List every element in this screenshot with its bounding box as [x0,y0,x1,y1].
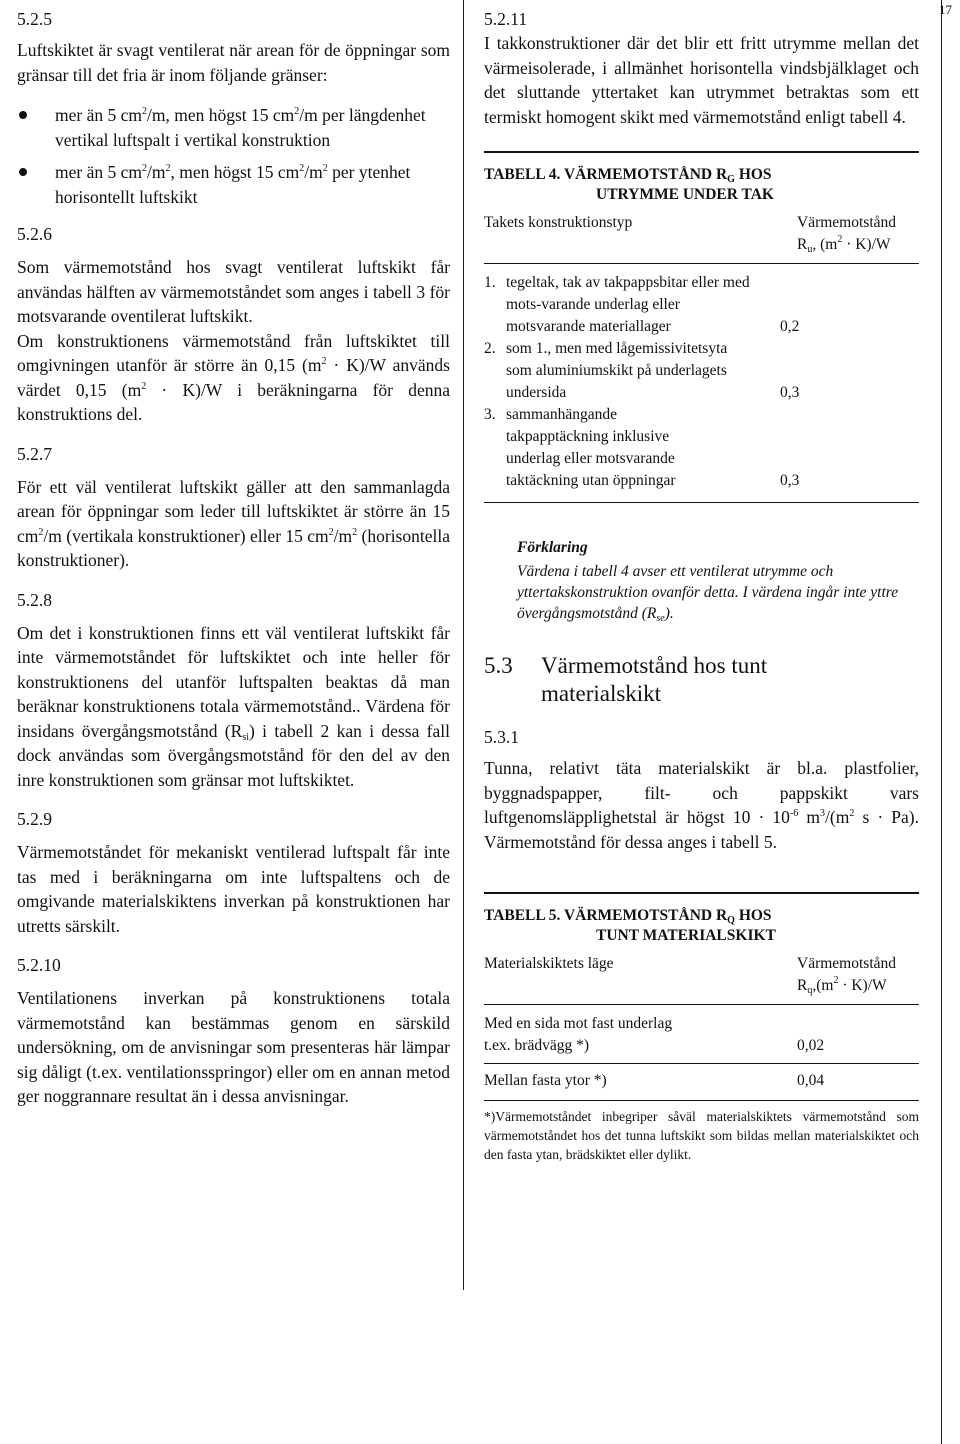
table-4-col-type: Takets konstruktionstyp [484,214,633,231]
legend-text: Värdena i tabell 4 avser ett ventilerat utrymme och yttertakskonstruktion ovanför detta. I värdena ingår inte yttre övergångsmotstånd $(R_{se})$. [517,563,899,624]
section-5-2-9-number: 5.2.9 [17,809,52,829]
table-rule [484,1063,919,1064]
table-row: 3. sammanhängande takpapptäckning inklusive underlag eller motsvarande taktäckning utan öppningar 0,3 [484,406,800,489]
table-rule [484,1100,919,1101]
bullet-icon [19,168,27,176]
section-5-2-11-number: 5.2.11 [484,9,528,29]
section-5-2-10-paragraph: Ventilationens inverkan på konstruktionens totala värmemotstånd kan bestämmas genom en särskild undersökning, om de anvisningar som presenteras här lämpar sig dåligt (t.ex. ventilationsspringor) eller om en annan metod ger noggrannare resultat än i dessa anvisningar. [17,988,450,1106]
section-5-3-1-number: 5.3.1 [484,727,519,747]
bullet-icon [19,111,27,119]
section-5-2-9-paragraph: Värmemotståndet för mekaniskt ventilerad luftspalt får inte tas med i beräkningarna om inte luftspaltens och de omgivande materialskiktens inverkan på konstruktionen har utretts särskilt. [17,842,450,936]
section-5-2-7-number: 5.2.7 [17,443,52,464]
section-5-2-6-paragraph-1: Som värmemotstånd hos svagt ventilerat luftskikt får användas hälften av värmemotståndet som anges i tabell 3 för motsvarande oventilerat luftskikt. [17,257,450,326]
table-5-header [484,946,919,1004]
table-4-col-value: Värmemotstånd $R_u$, $(m^2 \cdot K)/W$ [797,214,897,255]
table-rule [484,1004,919,1005]
section-5-2-5-number: 5.2.5 [17,9,52,29]
section-5-2-7-paragraph: För ett väl ventilerat luftskikt gäller att den sammanlagda arean för öppningar som leder till luftskiktet är större än 15 $cm^2/m$ (vertikala konstruktioner) eller 15 $cm^2/m^2$ (horisontella konstruktioner). [17,476,450,570]
section-5-3-1-paragraph: Tunna, relativt täta materialskikt är bl.a. plastfolier, byggnadspapper, filt- och pappskikt vars luftgenomsläpplighetstal är högst $10 \cdot 10^{-6}$ $m^3/(m^2$ s · Pa). Värmemotstånd för dessa anges i tabell 5. [484,758,920,852]
table-5 [484,892,919,1164]
table-4-header [484,205,919,263]
list-item: mer än 5 $cm^2/m$, men högst 15 $cm^2/m$ per längdenhet vertikal luftspalt i vertikal konstruktion [17,103,450,152]
section-5-3-heading: 5.3 Värmemotstånd hos tunt materialskikt [484,653,768,706]
table-4-legend [484,537,919,624]
table-row: Med en sida mot fast underlag t.ex. brädvägg *) 0,02 [484,1015,825,1054]
right-column [484,8,919,1164]
table-rule [484,263,919,264]
section-5-2-8-paragraph: Om det i konstruktionen finns ett väl ventilerat luftskikt får inte värmemotståndet för luftskiktet och inte heller för konstruktionens del utanför luftspalten beaktas då man beräknar konstruktionens totala värmemotstånd.. Värdena för insidans övergångsmotstånd $(R_{si})$ i tabell 2 kan i dessa fall dock användas som övergångsmotstånd för den del av den inre konstruktionen som gränsar mot luftskiktet. [17,622,450,790]
table-row: 2. som 1., men med lågemissivitetsyta som aluminiumskikt på underlagets undersida 0,3 [484,340,800,401]
legend-title: Förklaring [517,539,588,556]
section-5-2-6-paragraph-2: Om konstruktionens värmemotstånd från luftskiktet till omgivningen utanför är större än 0,15 $(m^2 \cdot K)/W$ används värdet 0,15 $(m^2 \cdot K)/W$ i beräkningarna för denna konstruktions del. [17,330,450,424]
list-item: mer än 5 $cm^2/m^2$, men högst 15 $cm^2/m^2$ per ytenhet horisontellt luftskikt [17,160,450,209]
table-4 [484,151,919,503]
table-row: Mellan fasta ytor *) 0,04 [484,1072,825,1089]
column-divider [463,0,464,1290]
section-5-2-6-number: 5.2.6 [17,224,52,244]
table-5-footnote: *)Värmemotståndet inbegriper såväl materialskiktets värmemotstånd som värmemotståndet hos det tunna luftskikt som bildas mellan materialskiktet och den fasta ytan, brädskiktet eller dylikt. [484,1109,919,1162]
page-edge-rule [941,0,942,1444]
table-4-title: TABELL 4. VÄRMEMOTSTÅND $R_G$ HOS UTRYMME UNDER TAK [484,166,774,203]
table-row: 1. tegeltak, tak av takpappsbitar eller med mots-varande underlag eller motsvarande materiallager 0,2 [484,274,800,335]
left-column [17,8,450,1125]
table-rule [484,502,919,503]
table-5-title: TABELL 5. VÄRMEMOTSTÅND $R_Q$ HOS TUNT MATERIALSKIKT [484,907,776,944]
page-number: 17 [939,2,952,17]
table-5-col-value: Värmemotstånd $R_q,(m^2 \cdot K)/W$ [797,955,897,996]
section-5-2-10-number: 5.2.10 [17,955,61,975]
vent-criteria-list [17,103,450,209]
section-5-2-8-number: 5.2.8 [17,589,52,610]
section-5-2-5-intro: Luftskiktet är svagt ventilerat när arean för de öppningar som gränsar till det fria är inom följande gränser: [17,40,450,85]
table-5-col-position: Materialskiktets läge [484,955,614,972]
section-5-2-11-paragraph: I takkonstruktioner där det blir ett fritt utrymme mellan det värmeisolerade, i allmänhet horisontella vindsbjälklaget och det sluttande yttertaket kan utrymmet betraktas som ett termiskt homogent skikt med värmemotstånd enligt tabell 4. [484,33,919,127]
